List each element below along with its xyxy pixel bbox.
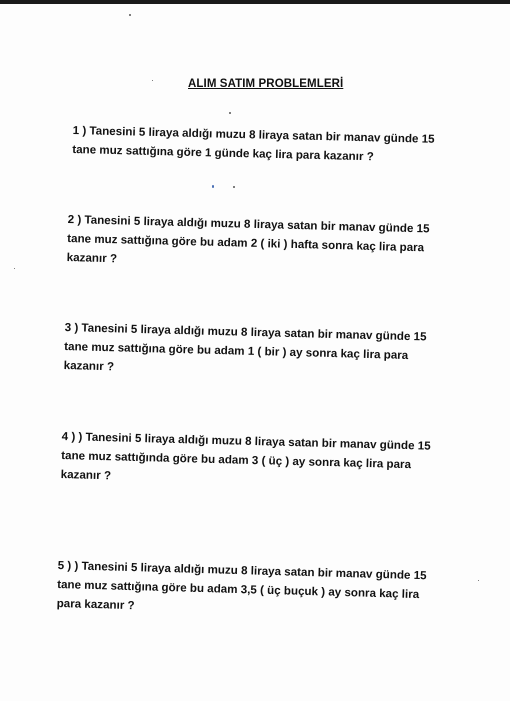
problem-line: 2 ) Tanesini 5 liraya aldığı muzu 8 liraya satan bir manav günde 15	[67, 212, 430, 236]
scan-speck	[212, 185, 214, 188]
problem-line: tane muz sattığında göre bu adam 3 ( üç ) ay sonra kaç lira para	[61, 448, 412, 472]
problem-line: tane muz sattığına göre 1 günde kaç lira para kazanır ?	[72, 142, 374, 164]
scan-speck	[129, 14, 131, 16]
scan-speck	[229, 112, 231, 114]
problem-line: tane muz sattığına göre bu adam 1 ( bir ) ay sonra kaç lira para	[64, 339, 409, 362]
problem-5	[56, 556, 426, 623]
problem-line: 3 ) Tanesini 5 liraya aldığı muzu 8 liraya satan bir manav günde 15	[64, 320, 427, 344]
problem-line: para kazanır ?	[56, 596, 135, 613]
problem-3	[64, 318, 427, 384]
problem-line: kazanır ?	[60, 467, 112, 483]
page-title: ALIM SATIM PROBLEMLERİ	[188, 78, 344, 90]
problem-2	[67, 210, 430, 276]
problem-line: 4 ) ) Tanesini 5 liraya aldığı muzu 8 liraya satan bir manav günde 15	[61, 429, 431, 453]
problem-line: tane muz sattığına göre bu adam 3,5 ( üç buçuk ) ay sonra kaç lira	[57, 577, 420, 602]
problem-4	[61, 427, 431, 494]
problem-line: kazanır ?	[66, 250, 118, 266]
scan-speck	[478, 580, 479, 581]
problem-line: 1 ) Tanesini 5 liraya aldığı muzu 8 liraya satan bir manav günde 15	[72, 123, 435, 146]
scan-speck	[152, 80, 153, 81]
problem-line: kazanır ?	[63, 358, 115, 374]
problem-line: tane muz sattığına göre bu adam 2 ( iki ) hafta sonra kaç lira para	[67, 231, 425, 255]
problem-1	[72, 121, 435, 168]
problem-line: 5 ) ) Tanesini 5 liraya aldığı muzu 8 liraya satan bir manav günde 15	[57, 558, 427, 583]
scan-top-edge	[0, 0, 510, 4]
scan-speck	[14, 268, 15, 269]
scan-speck	[233, 186, 235, 188]
